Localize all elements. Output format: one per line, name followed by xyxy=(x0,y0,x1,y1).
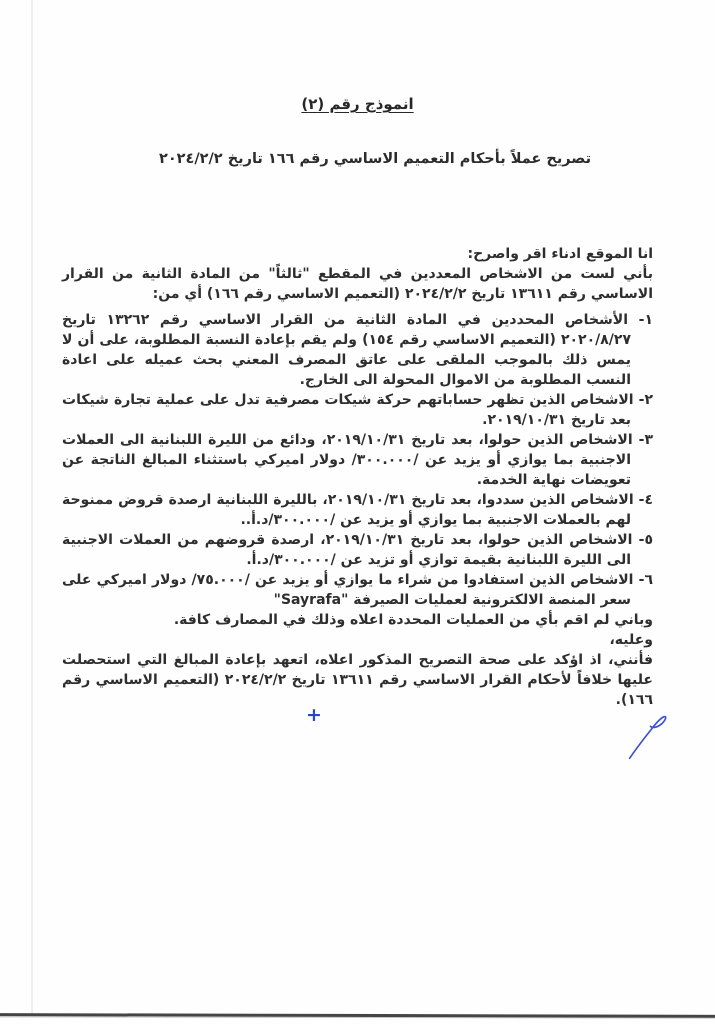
list-item xyxy=(62,430,653,490)
item-text: الاشخاص الذين حولوا، بعد تاريخ ٢٠١٩/١٠/٣١، ودائع من الليرة اللبنانية الى العملات الاجنبية بما يوازي أو يزيد عن /٣٠٠.٠٠٠/ دولار اميركي باستثناء المبالغ الناتجة عن تعويضات نهاية الخدمة. xyxy=(62,432,633,488)
item-number: ٥- xyxy=(638,532,653,548)
intro-statement: بأني لست من الاشخاص المعددين في المقطع "ثالثاً" من المادة الثانية من القرار الاساسي رقم ١٣٦١١ تاريخ ٢٠٢٤/٢/٢ (التعميم الاساسي رقم ١٦٦) أي من: xyxy=(62,266,653,302)
list-item xyxy=(62,390,653,430)
item-number: ٣- xyxy=(638,432,653,448)
closing-undertaking: فأنني، اذ اؤكد على صحة التصريح المذكور اعلاه، اتعهد بإعادة المبالغ التي استحصلت عليها خلافاً لأحكام القرار الاساسي رقم ١٣٦١١ تاريخ ٢٠٢٤/٢/٢ (التعميم الاساسي رقم ١٦٦). xyxy=(62,652,653,708)
scan-artifact-vertical-line xyxy=(31,0,33,1014)
item-text: الاشخاص الذين حولوا، بعد تاريخ ٢٠١٩/١٠/٣١، ارصدة قروضهم من العملات الاجنبية الى الليرة اللبنانية بقيمة توازي أو تزيد عن /٣٠٠.٠٠٠/د.أ. xyxy=(62,532,633,568)
declaration-items-list xyxy=(62,310,653,610)
list-item xyxy=(62,490,653,530)
closing-confirmation: وباني لم اقم بأي من العمليات المحددة اعلاه وذلك في المصارف كافة. xyxy=(173,612,653,628)
item-number: ٢- xyxy=(638,392,653,408)
list-item xyxy=(62,530,653,570)
list-item xyxy=(62,310,653,390)
closing-transition: وعليه، xyxy=(609,632,653,648)
list-item xyxy=(62,570,653,610)
form-title-text: انموذج رقم (٢) xyxy=(301,95,414,113)
item-number: ٦- xyxy=(638,572,653,588)
declaration-subtitle: تصريح عملاً بأحكام التعميم الاساسي رقم ١٦٦ تاريخ ٢٠٢٤/٢/٢ xyxy=(158,151,592,167)
declaration-body xyxy=(62,244,653,710)
handwritten-pen-squiggle xyxy=(620,708,678,766)
item-text: الاشخاص الذين تظهر حساباتهم حركة شيكات مصرفية تدل على عملية تجارة شيكات بعد تاريخ ٢٠١٩/١٠/٣١. xyxy=(62,392,634,428)
handwritten-plus-mark: + xyxy=(306,704,322,726)
item-text: الأشخاص المحددين في المادة الثانية من القرار الاساسي رقم ١٣٢٦٢ تاريخ ٢٠٢٠/٨/٢٧ (التعميم الاساسي رقم ١٥٤) ولم يقم بإعادة النسبة المطلوبة، على أن لا يمس ذلك بالموجب الملقى على عاتق المصرف المعني بحث عميله على اعادة النسب المطلوبة من الاموال المحولة الى الخارج. xyxy=(62,312,631,388)
intro-opening-line: انا الموقع ادناء اقر واصرح: xyxy=(467,246,653,262)
page-bottom-edge-shadow xyxy=(0,1016,715,1019)
item-text: الاشخاص الذين استفادوا من شراء ما يوازي أو يزيد عن /٧٥.٠٠٠/ دولار اميركي على سعر المنصة الالكترونية لعمليات الصيرفة "Sayrafa" xyxy=(62,572,634,608)
item-number: ٤- xyxy=(638,492,653,508)
form-title xyxy=(0,95,715,113)
item-text: الاشخاص الذين سددوا، بعد تاريخ ٢٠١٩/١٠/٣١، بالليرة اللبنانية ارصدة قروض ممنوحة لهم بالعملات الاجنبية بما يوازي أو يزيد عن /٣٠٠.٠٠٠/د.أ.. xyxy=(62,492,634,528)
item-number: ١- xyxy=(638,312,654,328)
